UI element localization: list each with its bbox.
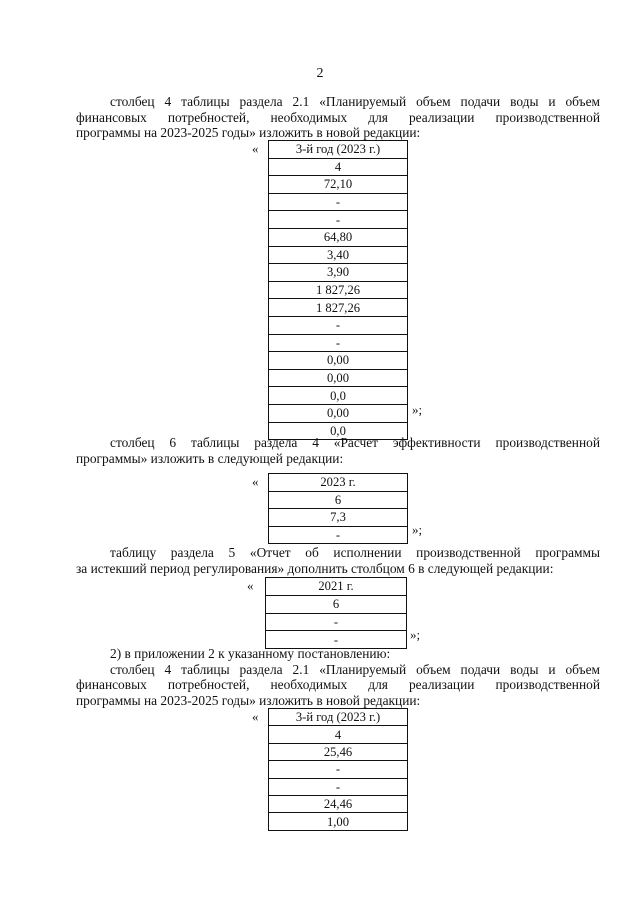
table-header-cell: 3-й год (2023 г.): [269, 709, 408, 726]
table-row: [269, 176, 408, 194]
table-row: [269, 281, 408, 299]
table-row: [269, 387, 408, 405]
table-cell: 3,90: [269, 264, 408, 282]
text-line: за истекший период регулирования» дополнить столбцом 6 в следующей редакции:: [76, 560, 554, 576]
table-cell: -: [269, 334, 408, 352]
table-cell: 6: [269, 491, 408, 509]
table-cell: 6: [266, 595, 407, 613]
table-row: [269, 726, 408, 743]
table-row: [269, 334, 408, 352]
table-cell: 0,0: [269, 422, 408, 440]
table-cell: 0,00: [269, 369, 408, 387]
table-cell: 24,46: [269, 795, 408, 812]
table-cell: 7,3: [269, 509, 408, 527]
table-row: [269, 158, 408, 176]
table-cell: 0,00: [269, 404, 408, 422]
table-cell: -: [269, 526, 408, 544]
table-row: [269, 211, 408, 229]
quote-open: «: [247, 578, 254, 593]
table-cell: 1 827,26: [269, 299, 408, 317]
table-row: [269, 743, 408, 760]
text-line: финансовых потребностей, необходимых для реализации производственной: [76, 109, 600, 125]
table-row: [269, 795, 408, 812]
table-cell: -: [266, 613, 407, 631]
table-cell: -: [269, 193, 408, 211]
table-cell: 64,80: [269, 228, 408, 246]
table-cell: -: [266, 631, 407, 649]
table-row: [269, 709, 408, 726]
replacement-column-table-2: [268, 473, 408, 544]
table-cell: 1 827,26: [269, 281, 408, 299]
text-line: 2) в приложении 2 к указанному постановлению:: [110, 646, 391, 661]
text-line: программы» изложить в следующей редакции:: [76, 450, 344, 466]
quote-open: «: [252, 141, 259, 156]
table-cell: 0,0: [269, 387, 408, 405]
table-row: [269, 491, 408, 509]
table-cell: 4: [269, 726, 408, 743]
table-row: [269, 526, 408, 544]
table-cell: 4: [269, 158, 408, 176]
page-number: 2: [316, 66, 324, 81]
replacement-column-table-3: [265, 577, 407, 649]
replacement-column-table-4: [268, 708, 408, 831]
table-row: [269, 778, 408, 795]
table-cell: -: [269, 316, 408, 334]
table-row: [266, 613, 407, 631]
paragraph-section-2: [76, 435, 600, 466]
table-row: [269, 761, 408, 778]
quote-close: »;: [412, 522, 423, 537]
table-row: [269, 404, 408, 422]
table-header-cell: 2023 г.: [269, 474, 408, 492]
table-row: [266, 595, 407, 613]
table-row: [269, 141, 408, 159]
table-cell: -: [269, 761, 408, 778]
table-cell: 0,00: [269, 352, 408, 370]
paragraph-section-4: [76, 646, 600, 708]
table-row: [269, 193, 408, 211]
table-row: [269, 509, 408, 527]
table-cell: 1,00: [269, 813, 408, 830]
quote-open: «: [252, 709, 259, 724]
table-row: [269, 813, 408, 830]
table-row: [269, 228, 408, 246]
text-line: программы на 2023-2025 годы» изложить в новой редакции:: [76, 125, 421, 140]
table-cell: 25,46: [269, 743, 408, 760]
table-cell: 3,40: [269, 246, 408, 264]
quote-open: «: [252, 474, 259, 489]
quote-close: »;: [410, 627, 421, 642]
text-line: столбец 4 таблицы раздела 2.1 «Планируемый объем подачи воды и объем: [110, 661, 600, 677]
text-line: столбец 6 таблицы раздела 4 «Расчет эффективности производственной: [110, 435, 600, 450]
table-cell: 72,10: [269, 176, 408, 194]
table-row: [269, 246, 408, 264]
table-cell: -: [269, 211, 408, 229]
table-row: [269, 299, 408, 317]
table-row: [269, 369, 408, 387]
text-line: программы на 2023-2025 годы» изложить в новой редакции:: [76, 692, 421, 708]
text-line: таблицу раздела 5 «Отчет об исполнении производственной программы: [110, 545, 600, 560]
table-row: [269, 264, 408, 282]
table-header-cell: 3-й год (2023 г.): [269, 141, 408, 159]
replacement-column-table-1: [268, 140, 408, 440]
text-line: финансовых потребностей, необходимых для реализации производственной: [76, 677, 600, 692]
quote-close: »;: [412, 402, 423, 417]
table-row: [269, 316, 408, 334]
table-row: [269, 474, 408, 492]
paragraph-section-1: [76, 94, 600, 141]
text-line: столбец 4 таблицы раздела 2.1 «Планируемый объем подачи воды и объем: [110, 94, 600, 109]
table-header-cell: 2021 г.: [266, 578, 407, 596]
table-row: [269, 352, 408, 370]
table-row: [266, 578, 407, 596]
table-cell: -: [269, 778, 408, 795]
paragraph-section-3: [76, 545, 600, 576]
